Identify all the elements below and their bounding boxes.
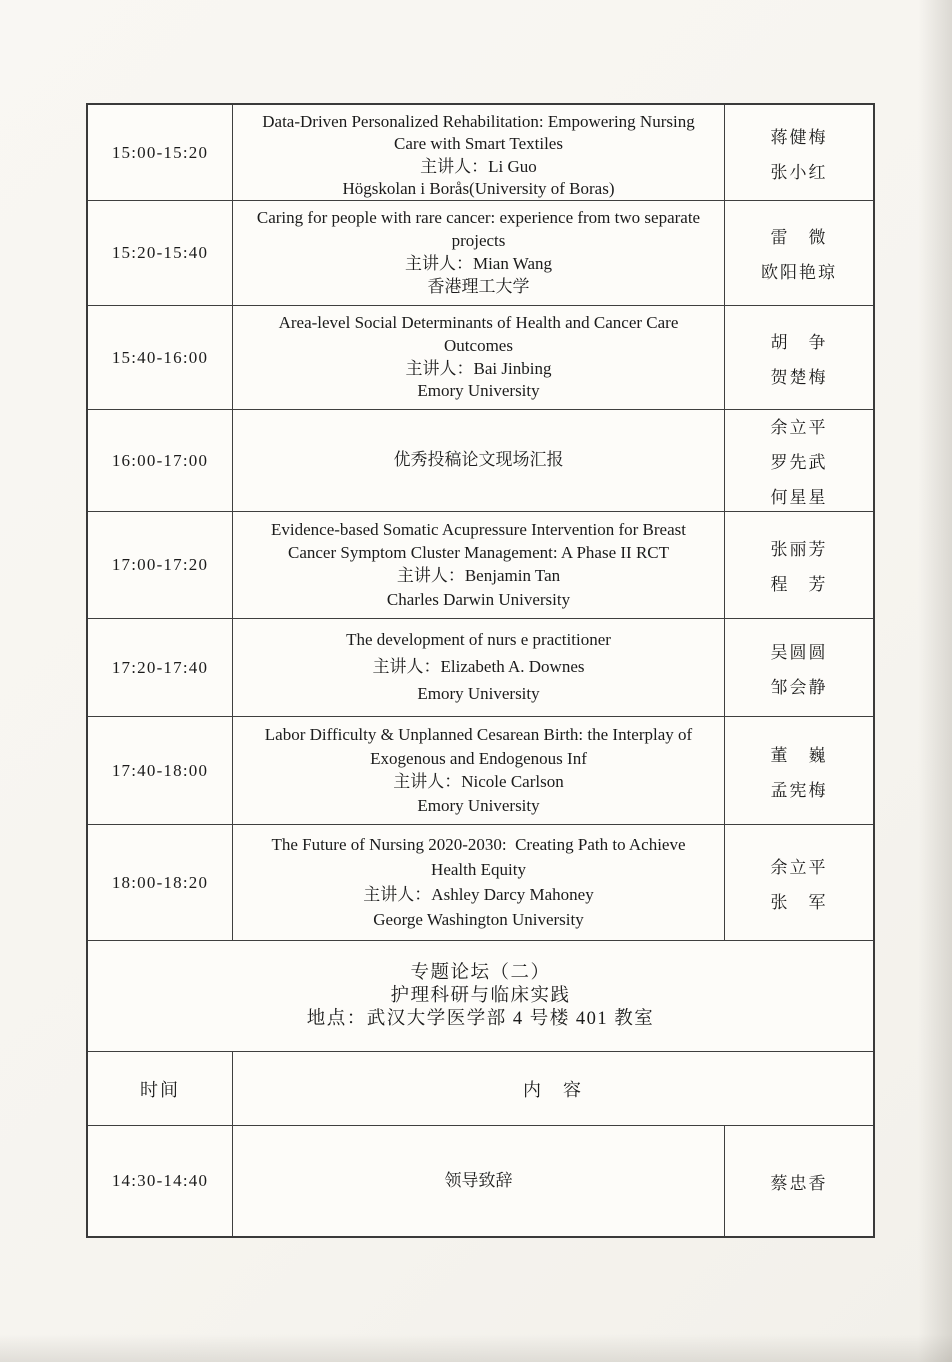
- time-column-header: 时间: [88, 1052, 233, 1125]
- affiliation-line: Charles Darwin University: [386, 589, 571, 609]
- speaker-line: 主讲人：Mian Wang: [404, 254, 553, 274]
- time-cell: [88, 201, 233, 305]
- speaker-line: 主讲人：Benjamin Tan: [396, 566, 561, 586]
- speaker-line: 主讲人：Elizabeth A. Downes: [372, 657, 585, 677]
- host-name: 孟宪梅: [770, 780, 828, 800]
- session-title-line: Area-level Social Determinants of Health and Cancer Care: [278, 313, 679, 333]
- session-title-line: Health Equity: [431, 859, 526, 879]
- time-cell: [88, 105, 233, 200]
- session-title-line: Exogenous and Endogenous Inf: [370, 748, 587, 768]
- content-cell: [233, 512, 725, 618]
- scan-edge-shadow-bottom: [0, 1334, 952, 1362]
- hosts-cell: [725, 201, 873, 305]
- time-range: 17:00-17:20: [111, 555, 209, 574]
- forum-header-row: [88, 941, 873, 1052]
- session-title-line: Evidence-based Somatic Acupressure Intervention for Breast: [271, 519, 686, 539]
- time-cell: [88, 410, 233, 511]
- affiliation-line: George Washington University: [373, 909, 584, 929]
- affiliation-line: Emory University: [417, 684, 540, 704]
- time-range: 17:20-17:40: [111, 657, 209, 677]
- hosts-cell: [725, 825, 873, 940]
- session-title-line: Data-Driven Personalized Rehabilitation: Empowering Nursing: [262, 112, 695, 131]
- table-row: [88, 717, 873, 825]
- table-row: [88, 306, 873, 410]
- host-name: 程 芳: [770, 575, 828, 594]
- host-name: 罗先武: [770, 453, 828, 472]
- content-cell: [233, 306, 725, 409]
- time-range: 18:00-18:20: [111, 872, 209, 892]
- session-title-line: The development of nurs e practitioner: [346, 630, 611, 650]
- speaker-line: 主讲人：Nicole Carlson: [393, 772, 564, 792]
- host-name: 蒋健梅: [770, 127, 828, 147]
- host-name: 胡 争: [770, 332, 828, 352]
- table-row: [88, 512, 873, 619]
- time-cell: [88, 1126, 233, 1236]
- hosts-cell: [725, 1126, 873, 1236]
- table-row: [88, 410, 873, 512]
- hosts-cell: [725, 512, 873, 618]
- hosts-cell: [725, 105, 873, 200]
- time-cell: [88, 306, 233, 409]
- content-cell: [233, 105, 725, 200]
- host-name: 张丽芳: [770, 540, 828, 559]
- session-title-line: Care with Smart Textiles: [394, 134, 563, 154]
- host-name: 董 巍: [770, 745, 828, 765]
- hosts-cell: [725, 717, 873, 824]
- session-title-line: Caring for people with rare cancer: experience from two separate: [256, 208, 701, 228]
- table-row: [88, 105, 873, 201]
- time-cell: [88, 717, 233, 824]
- affiliation-line: 香港理工大学: [427, 277, 530, 297]
- time-range: 15:40-16:00: [111, 347, 209, 367]
- content-cell: [233, 410, 725, 511]
- speaker-line: 主讲人：Li Guo: [420, 156, 537, 176]
- time-cell: [88, 825, 233, 940]
- affiliation-line: Emory University: [417, 381, 540, 401]
- content-cell: [233, 717, 725, 824]
- hosts-cell: [725, 306, 873, 409]
- session-title-line: Cancer Symptom Cluster Management: A Phase II RCT: [287, 543, 670, 563]
- speaker-line: 主讲人：Bai Jinbing: [405, 358, 552, 378]
- host-name: 邹会静: [770, 677, 828, 697]
- table-row: [88, 201, 873, 306]
- host-name: 蔡忠香: [770, 1173, 828, 1193]
- content-cell: [233, 201, 725, 305]
- affiliation-line: Högskolan i Borås(University of Boras): [342, 179, 615, 199]
- session-title-line: 领导致辞: [444, 1170, 513, 1190]
- time-cell: [88, 512, 233, 618]
- session-title-line: Outcomes: [444, 335, 513, 355]
- time-range: 17:40-18:00: [111, 760, 209, 780]
- content-cell: [233, 619, 725, 716]
- content-cell: [233, 1126, 725, 1236]
- scan-edge-shadow-right: [918, 0, 952, 1362]
- forum-location: 地点：武汉大学医学部 4 号楼 401 教室: [306, 1008, 655, 1029]
- host-name: 欧阳艳琼: [761, 263, 837, 282]
- forum-header-cell: [88, 941, 873, 1051]
- column-header-row: [88, 1052, 873, 1126]
- table-row: [88, 1126, 873, 1236]
- session-title-line: The Future of Nursing 2020-2030: Creating Path to Achieve: [271, 834, 686, 854]
- session-title-line: 优秀投稿论文现场汇报: [393, 450, 564, 470]
- forum-subtitle: 护理科研与临床实践: [390, 985, 571, 1006]
- host-name: 余立平: [770, 857, 828, 877]
- host-name: 余立平: [770, 418, 828, 437]
- table-row: [88, 619, 873, 717]
- host-name: 张小红: [770, 162, 828, 182]
- content-cell: [233, 825, 725, 940]
- host-name: 贺楚梅: [770, 367, 828, 387]
- host-name: 张 军: [770, 892, 828, 912]
- session-title-line: projects: [451, 231, 506, 251]
- speaker-line: 主讲人：Ashley Darcy Mahoney: [363, 884, 594, 904]
- host-name: 雷 微: [770, 228, 828, 247]
- time-cell: [88, 619, 233, 716]
- table-row: [88, 825, 873, 941]
- time-range: 16:00-17:00: [111, 450, 209, 470]
- session-title-line: Labor Difficulty & Unplanned Cesarean Birth: the Interplay of: [264, 725, 693, 745]
- host-name: 何星星: [770, 488, 828, 507]
- host-name: 吴圆圆: [770, 642, 828, 662]
- hosts-cell: [725, 619, 873, 716]
- affiliation-line: Emory University: [417, 795, 540, 815]
- time-range: 15:20-15:40: [111, 243, 209, 262]
- time-range: 14:30-14:40: [111, 1171, 209, 1190]
- forum-title: 专题论坛（二）: [410, 962, 551, 983]
- content-column-header: 内 容: [523, 1079, 583, 1100]
- hosts-cell: [725, 410, 873, 511]
- conference-schedule-table: [86, 103, 875, 1238]
- time-range: 15:00-15:20: [111, 142, 209, 162]
